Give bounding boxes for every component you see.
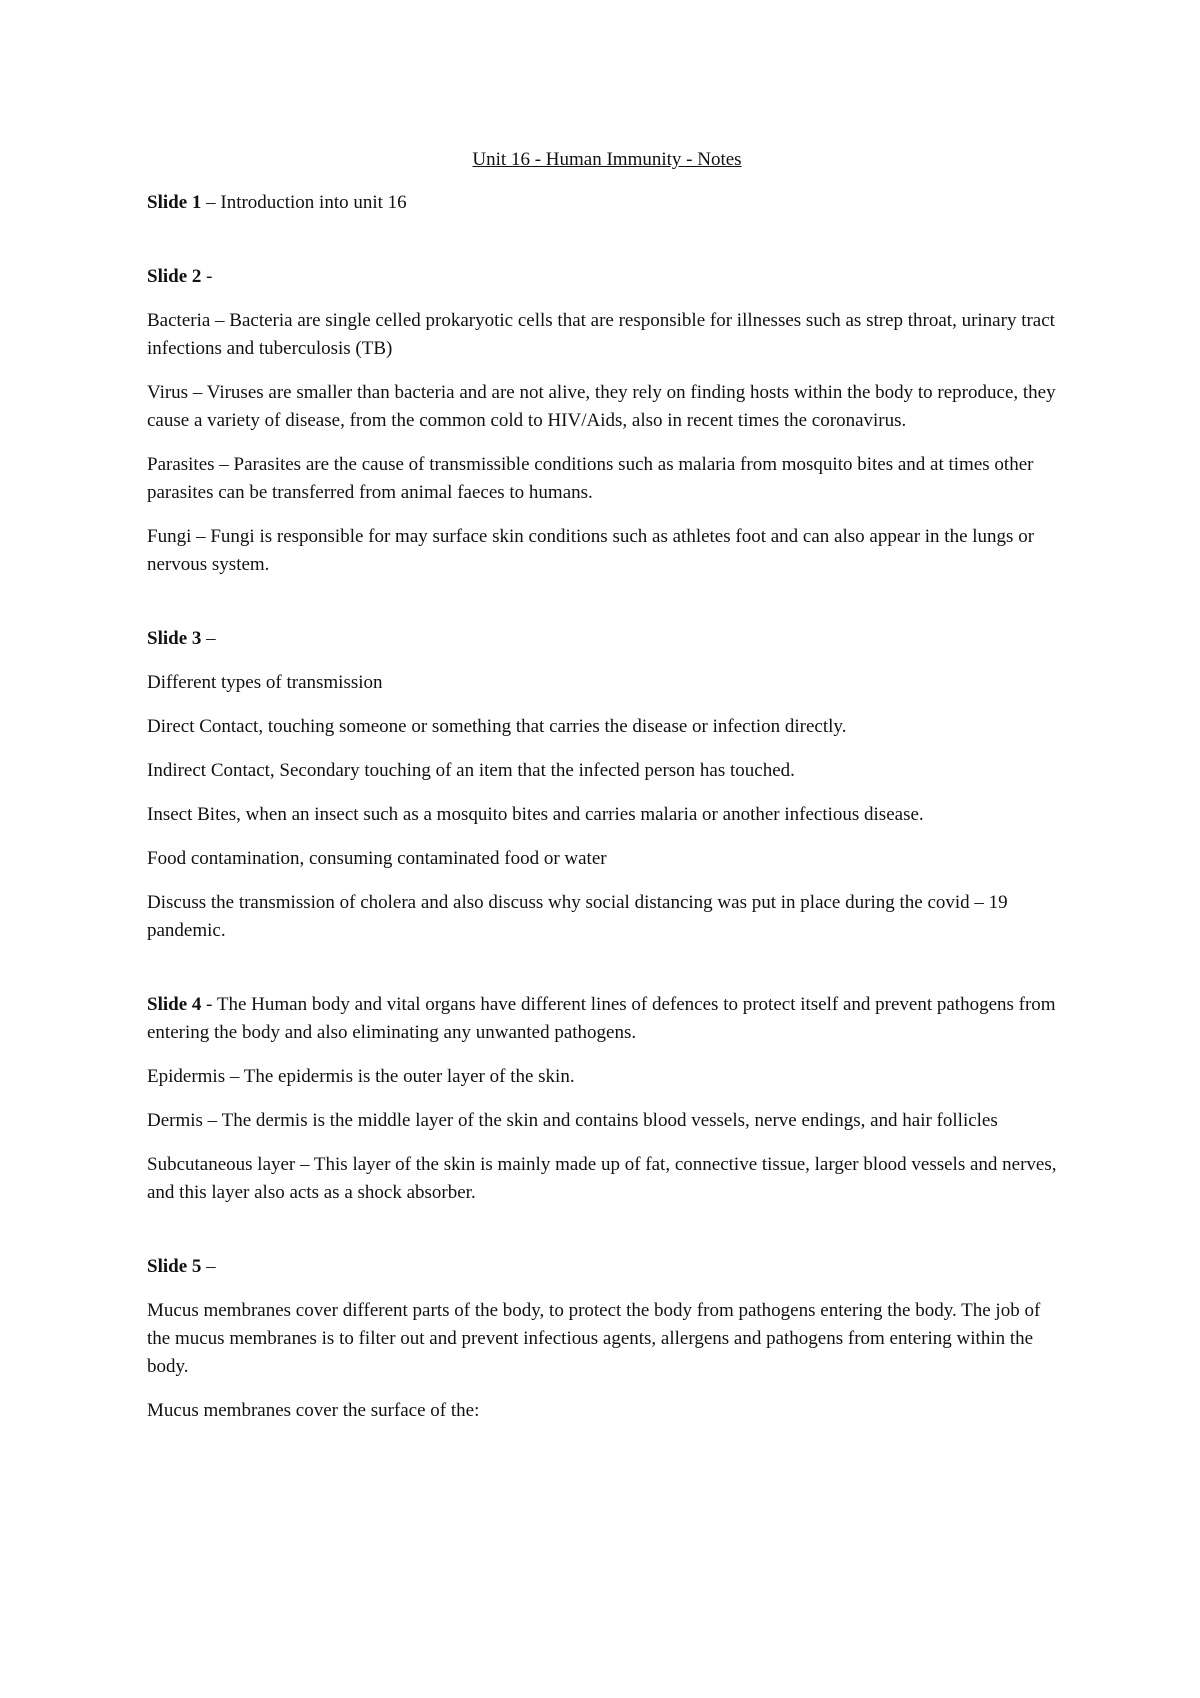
paragraph-dermis: Dermis – The dermis is the middle layer of the skin and contains blood vessels, nerve endings, and hair follicles: [147, 1110, 998, 1131]
paragraph-discuss-cholera: Discuss the transmission of cholera and also discuss why social distancing was put in place during the covid – 19 pandemic.: [147, 892, 1008, 941]
slide-4-heading: [147, 991, 1067, 1047]
slide-3-heading: [147, 625, 1067, 653]
paragraph-mucus-membranes: Mucus membranes cover different parts of the body, to protect the body from pathogens entering the body. The job of the mucus membranes is to filter out and prevent infectious agents, allergens and pathogens from entering within the body.: [147, 1300, 1041, 1377]
document-body: [147, 146, 1067, 1441]
slide-label: Slide 2: [147, 266, 202, 287]
paragraph-direct-contact: Direct Contact, touching someone or something that carries the disease or infection directly.: [147, 716, 847, 737]
paragraph-insect-bites: Insect Bites, when an insect such as a mosquito bites and carries malaria or another infectious disease.: [147, 804, 924, 825]
section-spacer: [147, 1223, 1067, 1253]
slide-heading-text: - The Human body and vital organs have different lines of defences to protect itself and prevent pathogens from entering the body and also eliminating any unwanted pathogens.: [147, 994, 1056, 1043]
slide-label: Slide 1: [147, 192, 202, 213]
slide-2-heading: [147, 263, 1067, 291]
paragraph-indirect-contact: Indirect Contact, Secondary touching of an item that the infected person has touched.: [147, 760, 795, 781]
paragraph-transmission-types: Different types of transmission: [147, 672, 383, 693]
paragraph-fungi: Fungi – Fungi is responsible for may surface skin conditions such as athletes foot and can also appear in the lungs or nervous system.: [147, 526, 1035, 575]
slide-label: Slide 3: [147, 628, 202, 649]
paragraph-mucus-surfaces: Mucus membranes cover the surface of the:: [147, 1400, 480, 1421]
section-spacer: [147, 233, 1067, 263]
slide-1-heading: [147, 189, 1067, 217]
paragraph-food-contamination: Food contamination, consuming contaminated food or water: [147, 848, 607, 869]
paragraph-parasites: Parasites – Parasites are the cause of transmissible conditions such as malaria from mosquito bites and at times other parasites can be transferred from animal faeces to humans.: [147, 454, 1034, 503]
paragraph-subcutaneous: Subcutaneous layer – This layer of the skin is mainly made up of fat, connective tissue, larger blood vessels and nerves, and this layer also acts as a shock absorber.: [147, 1154, 1057, 1203]
paragraph-virus: Virus – Viruses are smaller than bacteria and are not alive, they rely on finding hosts within the body to reproduce, they cause a variety of disease, from the common cold to HIV/Aids, also in recent times the coronavirus.: [147, 382, 1056, 431]
slide-5-heading: [147, 1253, 1067, 1281]
slide-heading-text: – Introduction into unit 16: [201, 192, 407, 213]
slide-heading-text: -: [201, 266, 213, 287]
slide-label: Slide 4: [147, 994, 202, 1015]
slide-heading-text: –: [201, 1256, 216, 1277]
slide-heading-text: –: [201, 628, 216, 649]
paragraph-bacteria: Bacteria – Bacteria are single celled prokaryotic cells that are responsible for illnesses such as strep throat, urinary tract infections and tuberculosis (TB): [147, 310, 1055, 359]
document-title: Unit 16 - Human Immunity - Notes: [472, 149, 742, 170]
slide-label: Slide 5: [147, 1256, 202, 1277]
paragraph-epidermis: Epidermis – The epidermis is the outer layer of the skin.: [147, 1066, 575, 1087]
section-spacer: [147, 595, 1067, 625]
section-spacer: [147, 961, 1067, 991]
